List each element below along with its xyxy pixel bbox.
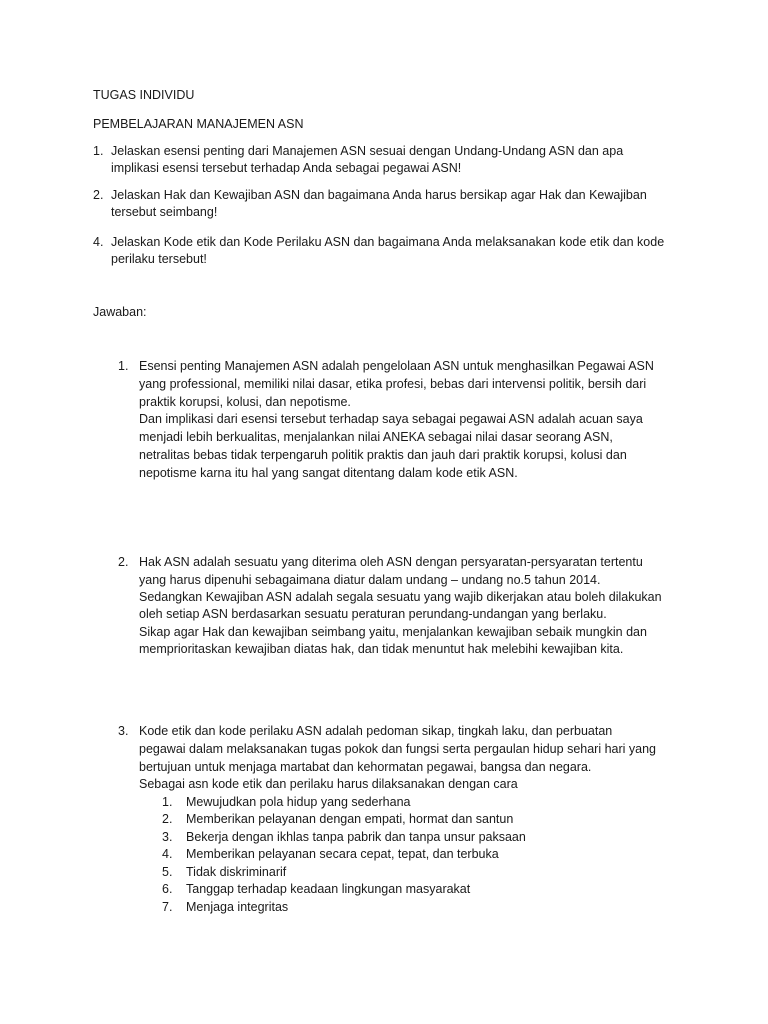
answer-line: Sikap agar Hak dan kewajiban seimbang yaitu, menjalankan kewajiban sebaik mungkin dan — [139, 625, 647, 639]
question-number: 1. — [93, 144, 104, 158]
list-item-number: 4. — [162, 847, 173, 861]
list-item-number: 1. — [162, 795, 173, 809]
question-number: 2. — [93, 188, 104, 202]
list-item-number: 5. — [162, 865, 173, 879]
question-line: Jelaskan esensi penting dari Manajemen ASN sesuai dengan Undang-Undang ASN dan apa — [111, 144, 624, 158]
list-item-number: 7. — [162, 900, 173, 914]
answer-heading: Jawaban: — [93, 305, 147, 319]
list-item-number: 6. — [162, 882, 173, 896]
list-item-number: 3. — [162, 830, 173, 844]
list-item: Bekerja dengan ikhlas tanpa pabrik dan tanpa unsur paksaan — [186, 830, 526, 844]
question-line: Jelaskan Kode etik dan Kode Perilaku ASN dan bagaimana Anda melaksanakan kode etik dan kode — [111, 235, 665, 249]
list-item: Memberikan pelayanan dengan empati, hormat dan santun — [186, 812, 514, 826]
answer-line: Sebagai asn kode etik dan perilaku harus dilaksanakan dengan cara — [139, 777, 518, 791]
answer-number: 2. — [118, 555, 129, 569]
list-item: Memberikan pelayanan secara cepat, tepat, dan terbuka — [186, 847, 499, 861]
answer-line: yang harus dipenuhi sebagaimana diatur dalam undang – undang no.5 tahun 2014. — [139, 573, 601, 587]
answer-line: netralitas bebas tidak terpengaruh politik praktis dan jauh dari praktik korupsi, kolusi dan — [139, 448, 627, 462]
answer-line: nepotisme karna itu hal yang sangat ditentang dalam kode etik ASN. — [139, 466, 518, 480]
document-title: TUGAS INDIVIDU — [93, 88, 195, 102]
answer-line: Kode etik dan kode perilaku ASN adalah pedoman sikap, tingkah laku, dan perbuatan — [139, 724, 613, 738]
answer-line: pegawai dalam melaksanakan tugas pokok dan fungsi serta pergaulan hidup sehari hari yang — [139, 742, 657, 756]
list-item: Tidak diskriminarif — [186, 865, 287, 879]
list-item-number: 2. — [162, 812, 173, 826]
answer-line: yang professional, memiliki nilai dasar, etika profesi, bebas dari intervensi politik, bersih dari — [139, 377, 647, 391]
answer-line: Esensi penting Manajemen ASN adalah pengelolaan ASN untuk menghasilkan Pegawai ASN — [139, 359, 654, 373]
answer-line: memprioritaskan kewajiban diatas hak, dan tidak menuntut hak melebihi kewajiban kita. — [139, 642, 624, 656]
document-subtitle: PEMBELAJARAN MANAJEMEN ASN — [93, 117, 304, 131]
question-line: Jelaskan Hak dan Kewajiban ASN dan bagaimana Anda harus bersikap agar Hak dan Kewajiban — [111, 188, 647, 202]
list-item: Mewujudkan pola hidup yang sederhana — [186, 795, 411, 809]
answer-line: praktik korupsi, kolusi, dan nepotisme. — [139, 395, 351, 409]
question-line: tersebut seimbang! — [111, 205, 218, 219]
answer-line: Dan implikasi dari esensi tersebut terhadap saya sebagai pegawai ASN adalah acuan saya — [139, 412, 643, 426]
answer-line: oleh setiap ASN berdasarkan sesuatu peraturan perundang-undangan yang berlaku. — [139, 607, 607, 621]
answer-line: Hak ASN adalah sesuatu yang diterima oleh ASN dengan persyaratan-persyaratan tertentu — [139, 555, 643, 569]
question-line: perilaku tersebut! — [111, 252, 207, 266]
answer-line: bertujuan untuk menjaga martabat dan kehormatan pegawai, bangsa dan negara. — [139, 760, 592, 774]
list-item: Menjaga integritas — [186, 900, 289, 914]
answer-line: Sedangkan Kewajiban ASN adalah segala sesuatu yang wajib dikerjakan atau boleh dilakukan — [139, 590, 662, 604]
answer-number: 3. — [118, 724, 129, 738]
answer-number: 1. — [118, 359, 129, 373]
question-number: 4. — [93, 235, 104, 249]
question-line: implikasi esensi tersebut terhadap Anda sebagai pegawai ASN! — [111, 161, 462, 175]
list-item: Tanggap terhadap keadaan lingkungan masyarakat — [186, 882, 471, 896]
answer-line: menjadi lebih berkualitas, menjalankan nilai ANEKA sebagai nilai dasar seorang ASN, — [139, 430, 613, 444]
